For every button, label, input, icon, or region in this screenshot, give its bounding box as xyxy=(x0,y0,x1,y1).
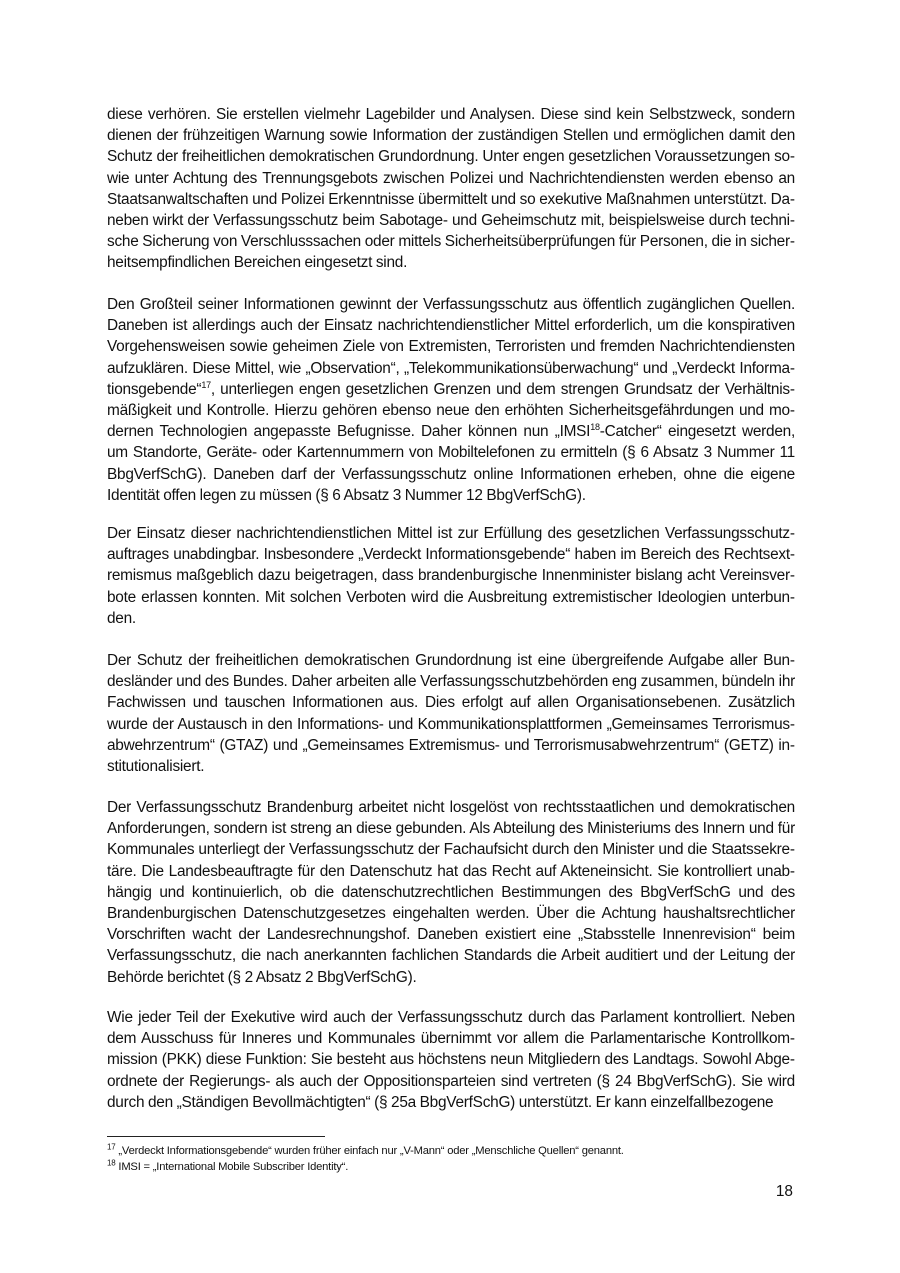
footnote-text: IMSI = „International Mobile Subscriber Identity“. xyxy=(115,1161,349,1173)
paragraph-intelligence-means xyxy=(107,523,795,629)
page-number: 18 xyxy=(775,1183,793,1200)
paragraph-information-sources xyxy=(107,294,795,506)
footnote-ref-17[interactable]: 17 xyxy=(201,379,211,390)
footnote-number: 17 xyxy=(107,1142,116,1152)
paragraph-text: Den Großteil seiner Informationen gewinnt der Verfassungsschutz aus öffentlich zugänglichen Quellen. Daneben ist allerdings auch der Einsatz nachrichtendienstlicher Mittel erforderlich, um die konspirativen Vorgehensweisen sowie geheimen Ziele von Extremisten, Terroristen und fremden Nachrichtendiensten aufzuklären. Diese Mittel, wie „Observation“, „Telekommunikationsüberwachung“ und „Verdeckt Informationsgebende“ xyxy=(107,296,795,398)
paragraph-cooperation xyxy=(107,650,795,777)
paragraph-parliamentary-control xyxy=(107,1007,795,1113)
paragraph-text: -Catcher“ eingesetzt werden, um Standorte, Geräte- oder Kartennummern von Mobiltelefonen zu ermitteln (§ 6 Absatz 3 Nummer 11 BbgVerfSchG). Daneben darf der Verfassungsschutz online Informationen erheben, ohne die eigene Identität offen legen zu müssen (§ 6 Absatz 3 Nummer 12 BbgVerfSchG). xyxy=(107,423,796,504)
footnote-number: 18 xyxy=(107,1158,116,1168)
footnote-text: „Verdeckt Informationsgebende“ wurden früher einfach nur „V-Mann“ oder „Menschliche Quellen“ genannt. xyxy=(115,1145,624,1157)
footnote-18 xyxy=(107,1160,795,1175)
footnote-ref-18[interactable]: 18 xyxy=(590,422,600,433)
paragraph-text: Der Verfassungsschutz Brandenburg arbeitet nicht losgelöst von rechtsstaatlichen und demokratischen Anforderungen, sondern ist streng an diese gebunden. Als Abteilung des Ministeriums des Innern und für Kommunales unterliegt der Verfassungsschutz der Fachaufsicht durch den Minister und die Staatssekretäre. Die Landesbeauftragte für den Datenschutz hat das Recht auf Akteneinsicht. Sie kontrolliert unabhängig und kontinuierlich, ob die datenschutzrechtlichen Bestimmungen des BbgVerfSchG und des Brandenburgischen Datenschutzgesetzes eingehalten werden. Über die Achtung haushaltsrechtlicher Vorschriften wacht der Landesrechnungshof. Daneben existiert eine „Stabsstelle Innenrevision“ beim Verfassungsschutz, die nach anerkannten fachlichen Standards die Arbeit auditiert und der Leitung der Behörde berichtet (§ 2 Absatz 2 BbgVerfSchG). xyxy=(107,799,795,986)
paragraph-text: Der Einsatz dieser nachrichtendienstlichen Mittel ist zur Erfüllung des gesetzlichen Verfassungsschutzauftrages unabdingbar. Insbesondere „Verdeckt Informationsgebende“ haben im Bereich des Rechtsextremismus maßgeblich dazu beigetragen, dass brandenburgische Innenminister bislang acht Vereinsverbote erlassen konnten. Mit solchen Verboten wird die Ausbreitung extremistischer Ideologien unterbunden. xyxy=(107,525,795,627)
paragraph-text: , unterliegen engen gesetzlichen Grenzen und dem strengen Grundsatz der Verhältnismäßigkeit und Kontrolle. Hierzu gehören ebenso neue den erhöhten Sicherheitsgefährdungen und modernen Technologien angepasste Befugnisse. Daher können nun „IMSI xyxy=(107,380,795,441)
footnote-divider xyxy=(107,1136,325,1137)
paragraph-text: Wie jeder Teil der Exekutive wird auch der Verfassungsschutz durch das Parlament kontrolliert. Neben dem Ausschuss für Inneres und Kommunales übernimmt vor allem die Parlamentarische Kontrollkommission (PKK) diese Funktion: Sie besteht aus höchstens neun Mitgliedern des Landtags. Sowohl Abgeordnete der Regierungs- als auch der Oppositionsparteien sind vertreten (§ 24 BbgVerfSchG). Sie wird durch den „Ständigen Bevollmächtigten“ (§ 25a BbgVerfSchG) unterstützt. Er kann einzelfallbezogene xyxy=(107,1009,795,1111)
paragraph-oversight xyxy=(107,797,795,988)
paragraph-text: Der Schutz der freiheitlichen demokratischen Grundordnung ist eine übergreifende Aufgabe aller Bundesländer und des Bundes. Daher arbeiten alle Verfassungsschutzbehörden eng zusammen, bündeln ihr Fachwissen und tauschen Informationen aus. Dies erfolgt auf allen Organisationsebenen. Zusätzlich wurde der Austausch in den Informations- und Kommunikationsplattformen „Gemeinsames Terrorismusabwehrzentrum“ (GTAZ) und „Gemeinsames Extremismus- und Terrorismusabwehrzentrum“ (GETZ) institutionalisiert. xyxy=(107,652,795,776)
paragraph-text: diese verhören. Sie erstellen vielmehr Lagebilder und Analysen. Diese sind kein Selbstzweck, sondern dienen der frühzeitigen Warnung sowie Information der zuständigen Stellen und ermöglichen damit den Schutz der freiheitlichen demokratischen Grundordnung. Unter engen gesetzlichen Voraussetzungen sowie unter Achtung des Trennungsgebots zwischen Polizei und Nachrichtendiensten werden ebenso an Staatsanwaltschaften und Polizei Erkenntnisse übermittelt und so exekutive Maßnahmen unterstützt. Daneben wirkt der Verfassungsschutz beim Sabotage- und Geheimschutz mit, beispielsweise durch technische Sicherung von Verschlusssachen oder mittels Sicherheitsüberprüfungen für Personen, die in sicherheitsempfindlichen Bereichen eingesetzt sind. xyxy=(107,106,795,272)
paragraph-analysis xyxy=(107,104,795,274)
footnote-17 xyxy=(107,1144,795,1159)
